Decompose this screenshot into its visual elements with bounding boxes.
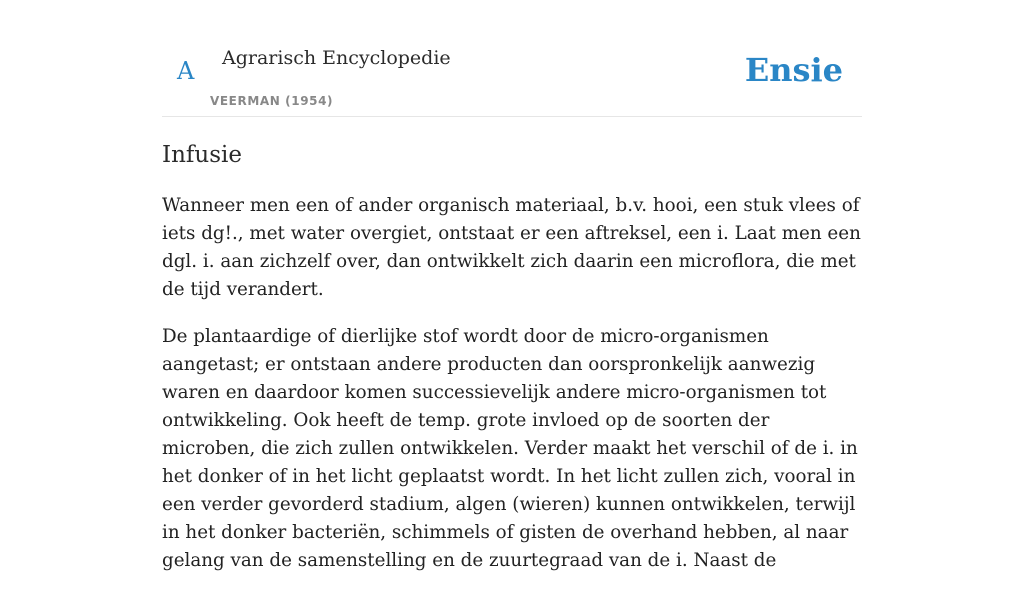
source-author: VEERMAN (1954) <box>210 94 334 108</box>
article-title: Infusie <box>162 142 242 168</box>
source-title-link[interactable]: Agrarisch Encyclopedie <box>222 47 451 69</box>
article-paragraph: Wanneer men een of ander organisch materiaal, b.v. hooi, een stuk vlees of iets dg!., met water overgiet, ontstaat er een aftreksel, een i. Laat men een dgl. i. aan zichzelf over, dan ontwikkelt zich daarin een microflora, die met de tijd verandert. <box>162 195 861 300</box>
brand-logo-link[interactable]: Ensie <box>744 51 843 89</box>
page <box>162 0 862 571</box>
article-paragraph: De plantaardige of dierlijke stof wordt door de micro-organismen aangetast; er ontstaan andere producten dan oorspronkelijk aanwezig waren en daardoor komen successievelijk andere micro-organismen tot ontwikkeling. Ook heeft de temp. grote invloed op de soorten der microben, die zich zullen ontwikkelen. Verder maakt het verschil of de i. in het donker of in het licht geplaatst wordt. In het licht zullen zich, vooral in een verder gevorderd stadium, algen (wieren) kunnen ontwikkelen, terwijl in het donker bacteriën, schimmels of gisten de overhand hebben, al naar gelang van de samenstelling en de zuurtegraad van de i. Naast de <box>162 326 858 571</box>
source-header <box>162 0 862 117</box>
source-letter-icon: A <box>177 57 195 85</box>
article-body <box>162 192 864 594</box>
